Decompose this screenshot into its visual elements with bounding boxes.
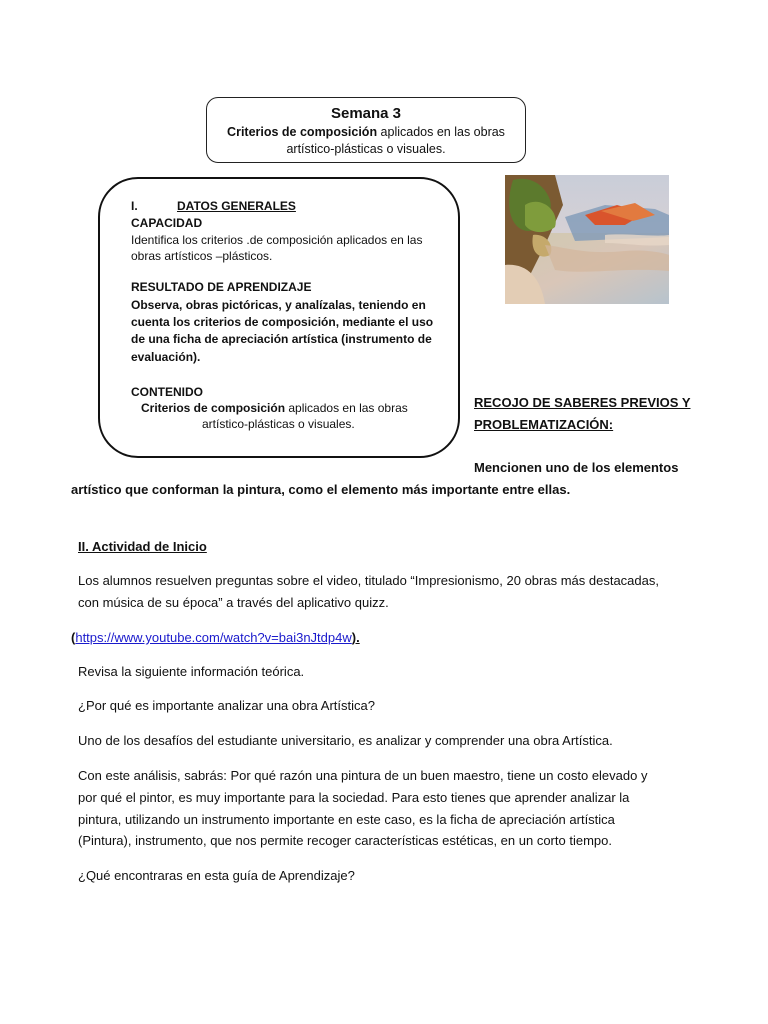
week-title: Semana 3 <box>330 105 402 122</box>
analisis-line-3: pintura, utilizando un instrumento importante en este caso, es la ficha de apreciación artística <box>78 812 615 827</box>
video-link-line <box>71 629 360 647</box>
resultado-text-4: evaluación). <box>131 350 201 364</box>
week-title-box <box>206 97 526 163</box>
actividad-title: II. Actividad de Inicio <box>78 539 207 554</box>
resultado-text-3: de una ficha de apreciación artística (instrumento de <box>131 332 432 346</box>
contenido-label: CONTENIDO <box>131 385 203 399</box>
actividad-p1-line1: Los alumnos resuelven preguntas sobre el video, titulado “Impresionismo, 20 obras más destacadas, <box>78 573 659 588</box>
section-numeral: I. <box>131 199 138 213</box>
capacidad-text-2: obras artísticos –plásticos. <box>131 249 273 263</box>
recojo-question-2: artístico que conforman la pintura, como el elemento más importante entre ellas. <box>71 482 571 497</box>
title-subtitle-line2: artístico-plásticas o visuales. <box>286 142 446 156</box>
question-importante: ¿Por qué es importante analizar una obra Artística? <box>78 698 375 713</box>
youtube-link[interactable]: https://www.youtube.com/watch?v=bai3nJtdp4w <box>75 630 352 645</box>
recojo-title-1: RECOJO DE SABERES PREVIOS Y <box>474 395 691 410</box>
general-data-box <box>98 177 460 458</box>
revisa-text: Revisa la siguiente información teórica. <box>78 664 305 679</box>
recojo-title-2: PROBLEMATIZACIÓN: <box>474 417 614 432</box>
resultado-text-1: Observa, obras pictóricas, y analízalas, teniendo en <box>131 298 426 312</box>
contenido-line1 <box>141 400 408 417</box>
subtitle-bold: Criterios de composición <box>227 125 378 139</box>
capacidad-label: CAPACIDAD <box>131 216 203 230</box>
resultado-text-2: cuenta los criterios de composición, mediante el uso <box>131 315 434 329</box>
paren-close: ). <box>351 630 360 645</box>
resultado-label: RESULTADO DE APRENDIZAJE <box>131 280 312 294</box>
section-title-datos-generales: DATOS GENERALES <box>177 199 296 213</box>
desafios-text: Uno de los desafíos del estudiante universitario, es analizar y comprender una obra Artística. <box>78 733 613 748</box>
impressionist-painting-image <box>505 175 669 304</box>
contenido-bold: Criterios de composición <box>141 401 286 415</box>
capacidad-text-1: Identifica los criterios .de composición aplicados en las <box>131 233 423 247</box>
paren-open: ( <box>71 630 76 645</box>
contenido-rest: aplicados en las obras <box>285 401 408 415</box>
recojo-question-1: Mencionen uno de los elementos <box>474 460 679 475</box>
contenido-line2: artístico-plásticas o visuales. <box>202 417 355 431</box>
actividad-p1-line2: con música de su época” a través del aplicativo quizz. <box>78 595 389 610</box>
analisis-line-2: por qué el pintor, es muy importante para la sociedad. Para esto tienes que aprender analizar la <box>78 790 630 805</box>
title-subtitle-line1 <box>207 124 525 140</box>
analisis-line-4: (Pintura), instrumento, que nos permite recoger características estéticas, en un corto tiempo. <box>78 833 612 848</box>
subtitle-rest: aplicados en las obras <box>377 125 505 139</box>
question-guia: ¿Qué encontraras en esta guía de Aprendizaje? <box>78 868 355 883</box>
analisis-line-1: Con este análisis, sabrás: Por qué razón una pintura de un buen maestro, tiene un costo elevado y <box>78 768 648 783</box>
